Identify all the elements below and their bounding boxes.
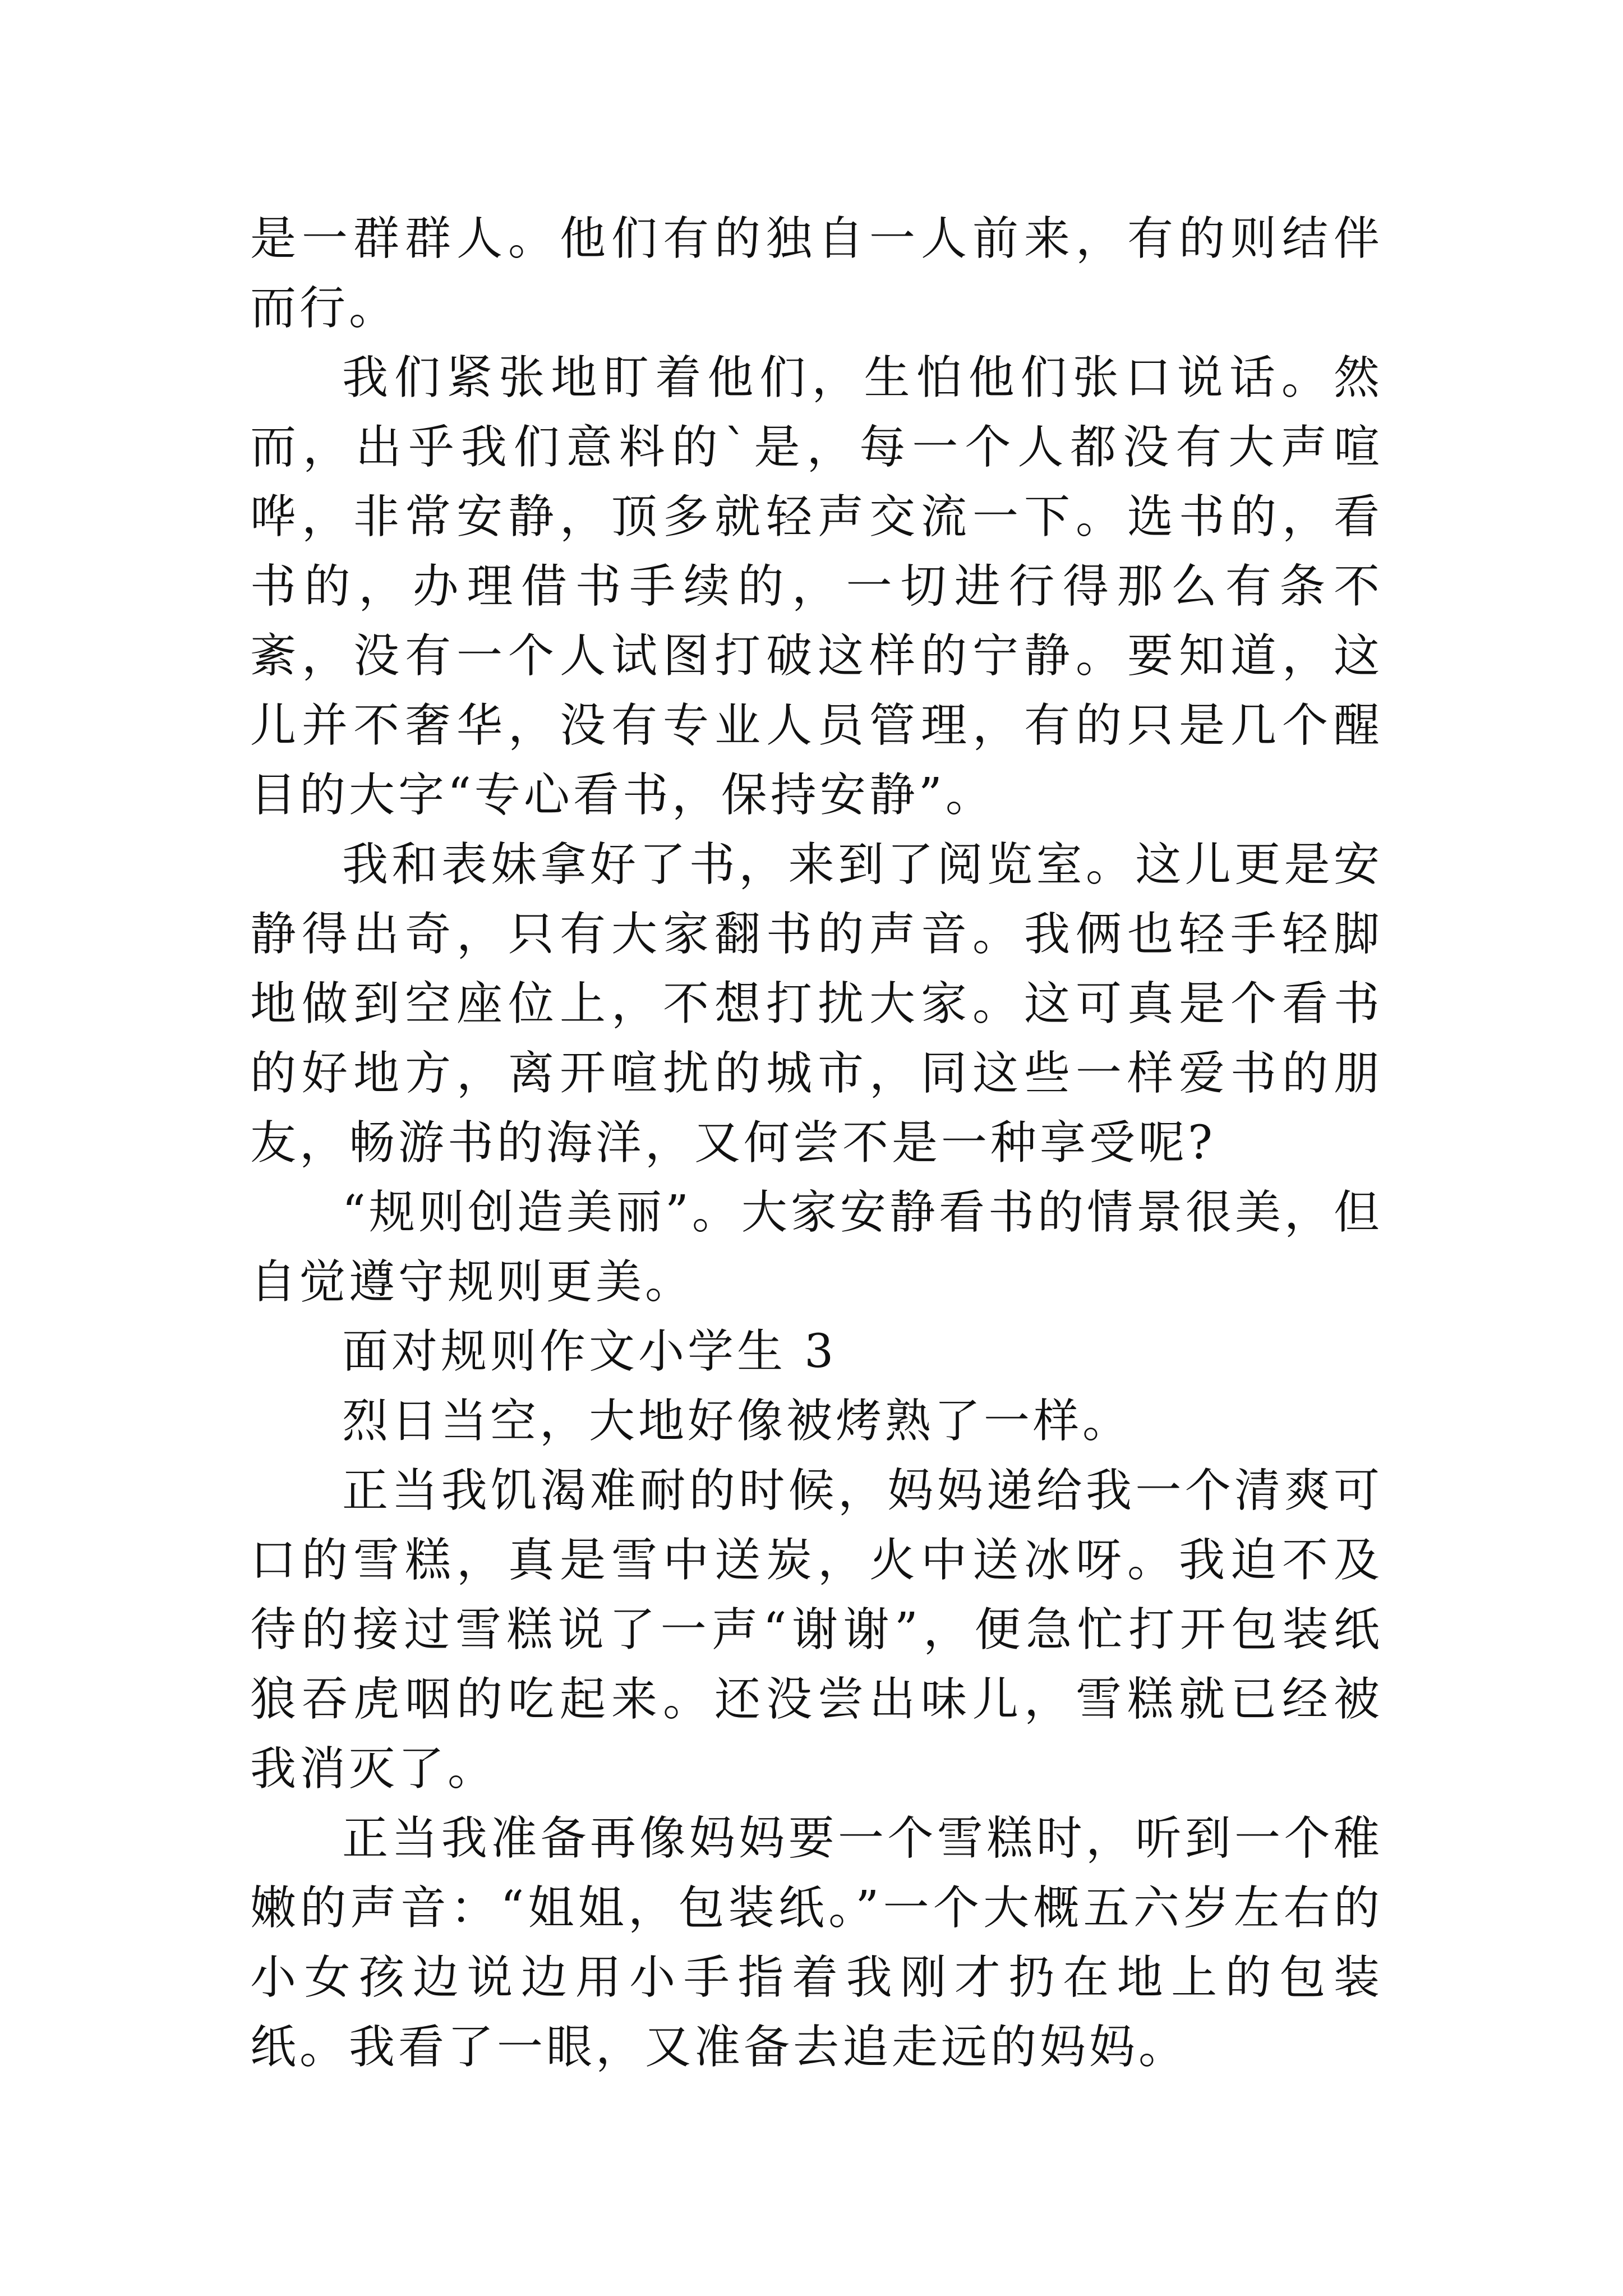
paragraph-library-quiet: 我们紧张地盯着他们，生怕他们张口说话。然而，出乎我们意料的`是，每一个人都没有大声喧哗，非常安静，顶多就轻声交流一下。选书的，看书的，办理借书手续的，一切进行得那么有条不紊，没有一个人试图打破这样的宁静。要知道，这儿并不奢华，没有专业人员管理，有的只是几个醒目的大字“专心看书，保持安静”。: [250, 351, 1383, 822]
paragraph-continuation: 是一群群人。他们有的独自一人前来，有的则结伴而行。: [250, 212, 1383, 335]
essay-title-3: 面对规则作文小学生 3: [342, 1325, 837, 1378]
paragraph-reading-room: 我和表妹拿好了书，来到了阅览室。这儿更是安静得出奇，只有大家翻书的声音。我俩也轻手轻脚地做到空座位上，不想打扰大家。这可真是个看书的好地方，离开喧扰的城市，同这些一样爱书的朋友，畅游书的海洋，又何尝不是一种享受呢?: [250, 838, 1383, 1170]
document-body: [250, 204, 1383, 2082]
paragraph-rules-beauty: “规则创造美丽”。大家安静看书的情景很美，但自觉遵守规则更美。: [250, 1186, 1383, 1309]
paragraph-ice-cream: 正当我饥渴难耐的时候，妈妈递给我一个清爽可口的雪糕，真是雪中送炭，火中送冰呀。我迫不及待的接过雪糕说了一声“谢谢”，便急忙打开包装纸狼吞虎咽的吃起来。还没尝出味儿，雪糕就已经被我消灭了。: [250, 1464, 1383, 1796]
paragraph-little-girl: 正当我准备再像妈妈要一个雪糕时，听到一个稚嫩的声音：“姐姐，包装纸。”一个大概五六岁左右的小女孩边说边用小手指着我刚才扔在地上的包装纸。我看了一眼，又准备去追走远的妈妈。: [250, 1812, 1383, 2074]
paragraph-hot-day: 烈日当空，大地好像被烤熟了一样。: [342, 1395, 1132, 1448]
